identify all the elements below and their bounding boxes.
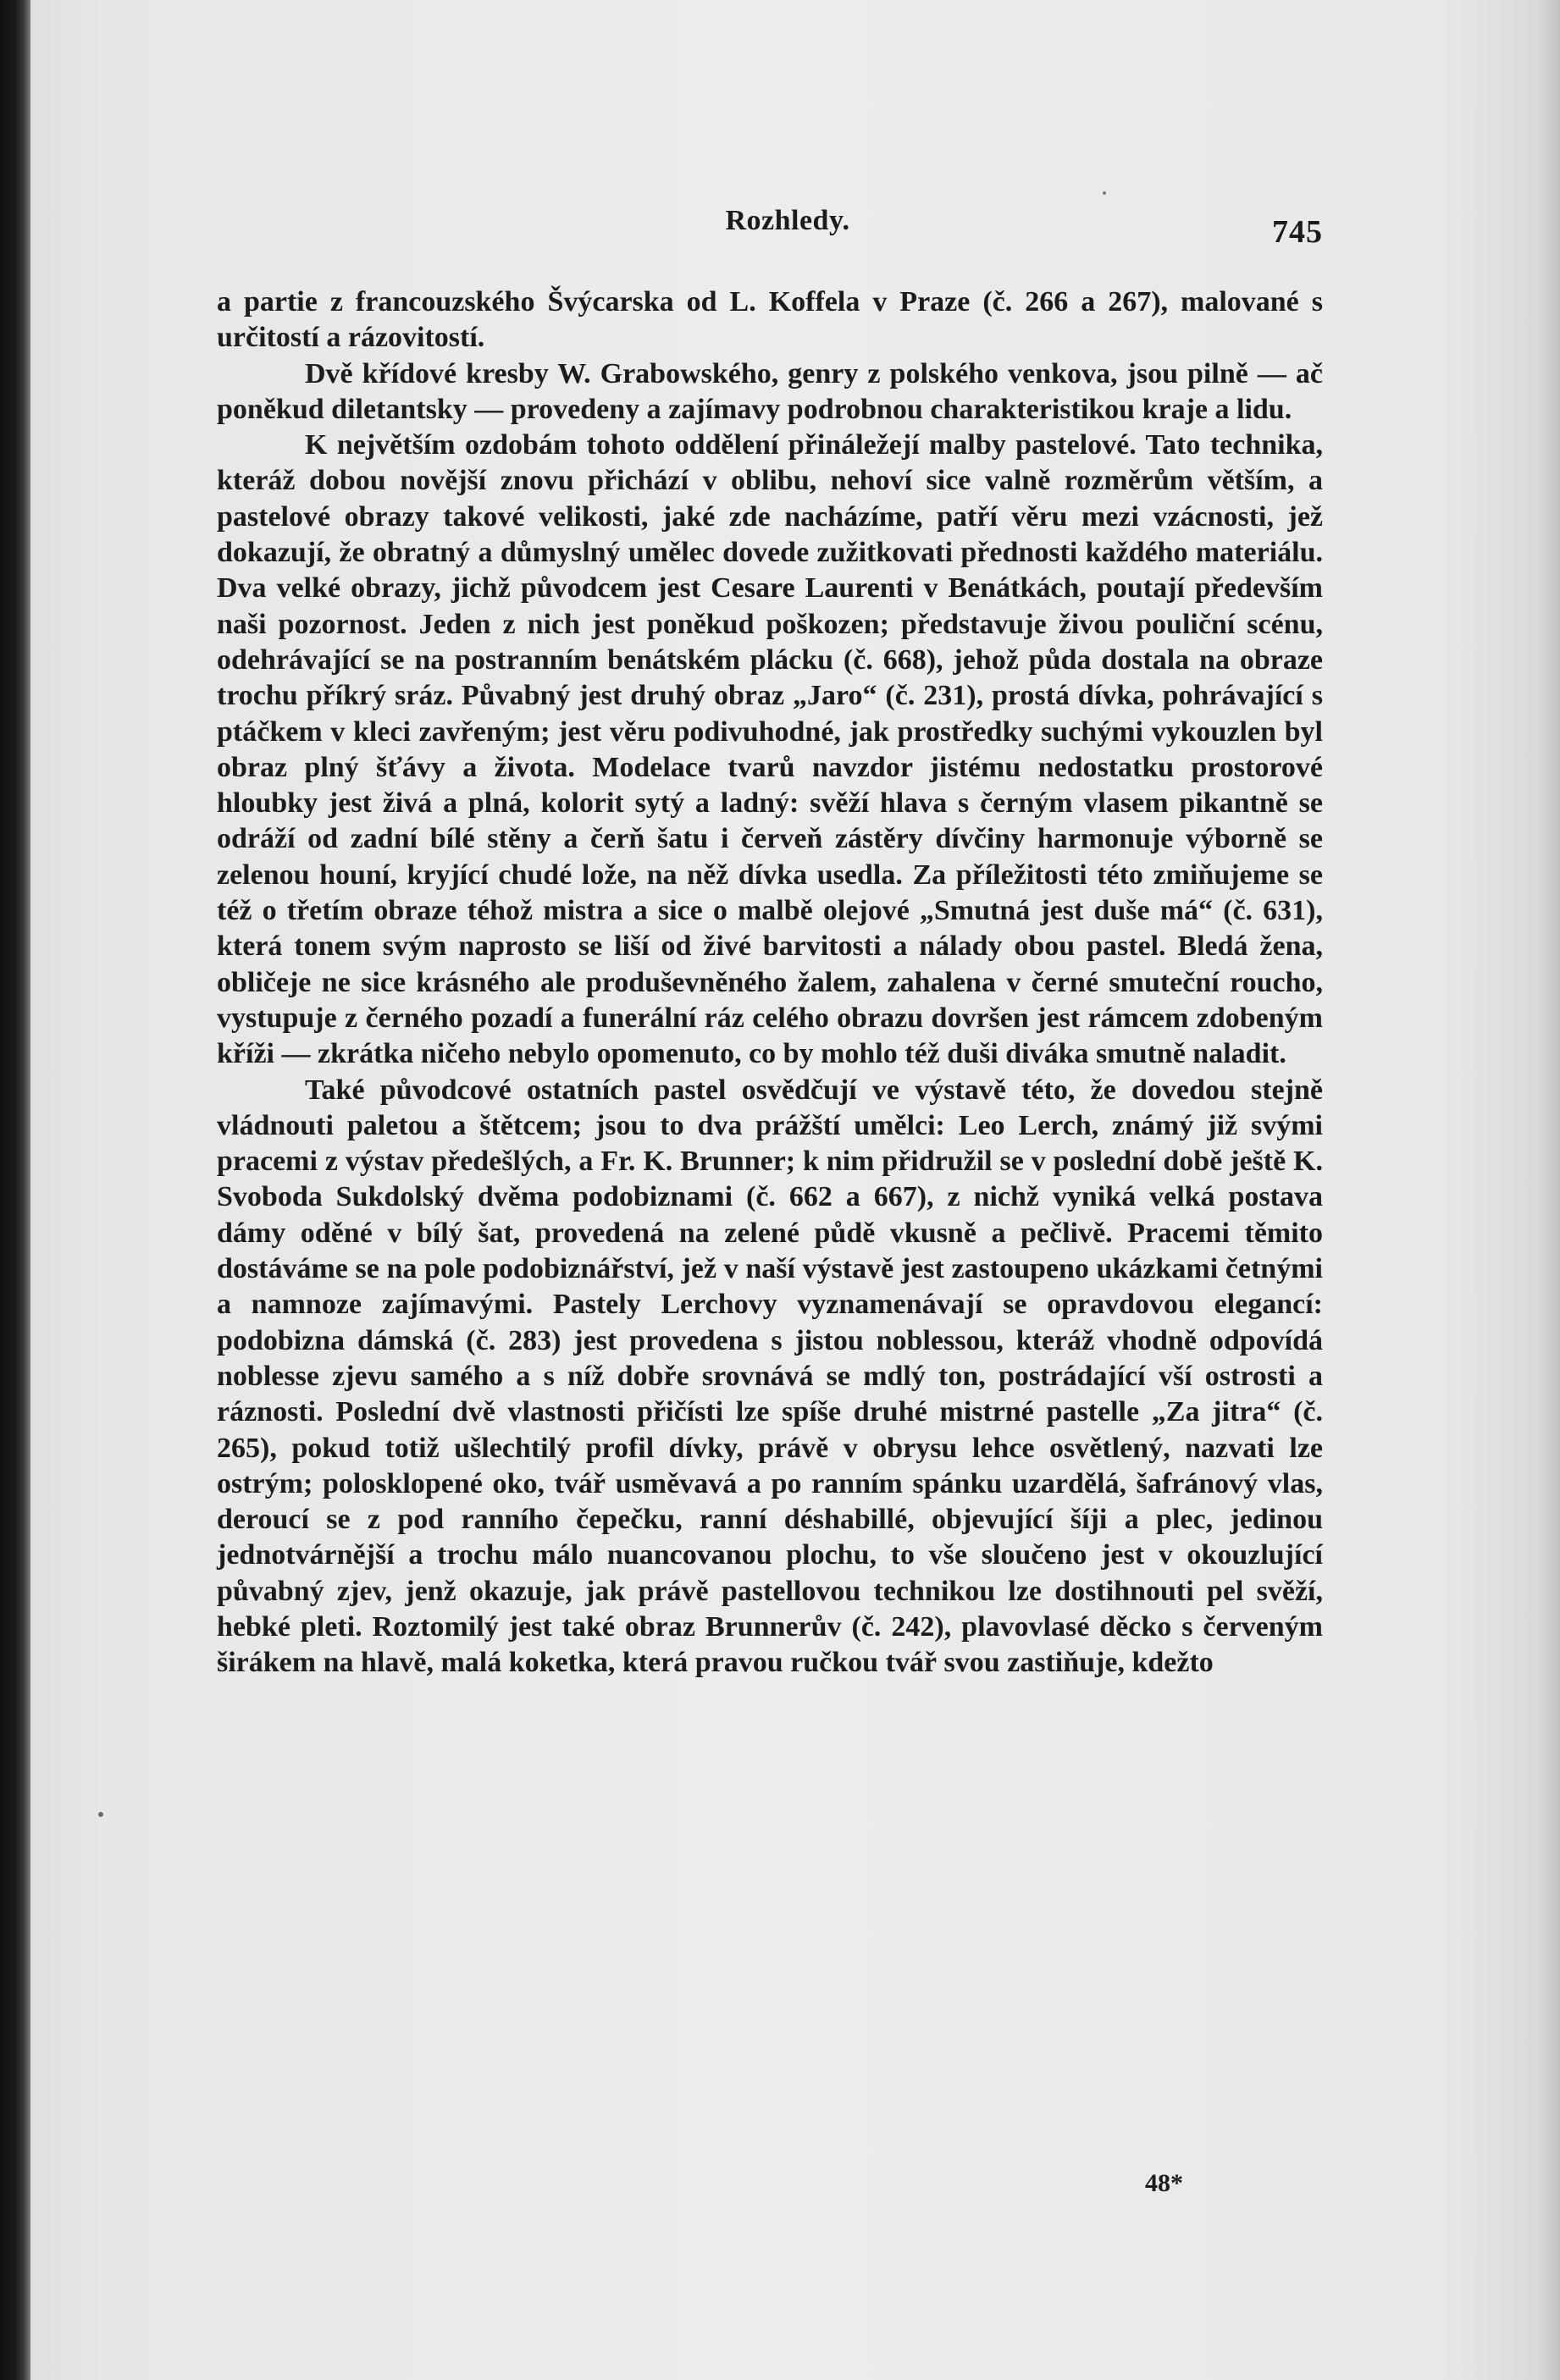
book-binding-edge bbox=[0, 0, 30, 2380]
paragraph-3: K největším ozdobám tohoto oddělení přináležejí malby pastelové. Tato technika, kteráž dobou novější znovu přichází v oblibu, nehoví sice valně rozměrům větším, a pastelové obrazy takové velikosti, jaké zde nacházíme, patří věru mezi vzácnosti, jež dokazují, že obratný a důmyslný umělec dovede zužitkovati přednosti každého materiálu. Dva velké obrazy, jichž původcem jest Cesare Laurenti v Benátkách, poutají především naši pozornost. Jeden z nich jest poněkud poškozen; představuje živou pouliční scénu, odehrávající se na postranním benátském plácku (č. 668), jehož půda dostala na obraze trochu příkrý sráz. Půvabný jest druhý obraz „Jaro“ (č. 231), prostá dívka, pohrávající s ptáčkem v kleci zavřeným; jest věru podivuhodné, jak prostředky suchými vykouzlen byl obraz plný šťávy a života. Modelace tvarů navzdor jistému nedostatku prostorové hloubky jest živá a plná, kolorit sytý a ladný: svěží hlava s černým vlasem pikantně se odráží od zadní bílé stěny a čerň šatu i červeň zástěry dívčiny harmonuje výborně se zelenou houní, kryjící chudé lože, na něž dívka usedla. Za příležitosti této zmiňujeme se též o třetím obraze téhož mistra a sice o malbě olejové „Smutná jest duše má“ (č. 631), která tonem svým naprosto se liší od živé barvitosti a nálady obou pastel. Bledá žena, obličeje ne sice krásného ale produševněného žalem, zahalena v černé smuteční roucho, vystupuje z černého pozadí a funerální ráz celého obrazu dovršen jest rámcem zdobeným kříži — zkrátka ničeho nebylo opomenuto, co by mohlo též duši diváka smutně naladit. bbox=[217, 429, 1323, 1070]
article-body bbox=[217, 284, 1323, 1681]
paragraph-2: Dvě křídové kresby W. Grabowského, genry z polského venkova, jsou pilně — ač poněkud diletantsky — provedeny a zajímavy podrobnou charakteristikou kraje a lidu. bbox=[217, 357, 1323, 425]
page-number: 745 bbox=[1272, 214, 1323, 250]
page bbox=[34, 0, 1541, 2380]
paragraph-1: a partie z francouzského Švýcarska od L. Koffela v Praze (č. 266 a 267), malované s určitostí a rázovitostí. bbox=[217, 286, 1323, 354]
paragraph-4: Také původcové ostatních pastel osvědčují ve výstavě této, že dovedou stejně vládnouti paletou a štětcem; jsou to dva prážští umělci: Leo Lerch, známý již svými pracemi z výstav předešlých, a Fr. K. Brunner; k nim přidružil se v poslední době ještě K. Svoboda Sukdolský dvěma podobiznami (č. 662 a 667), z nichž vyniká velká postava dámy oděné v bílý šat, provedená na zelené půdě vkusně a pečlivě. Pracemi těmito dostáváme se na pole podobiznářství, jež v naší výstavě jest zastoupeno ukázkami četnými a namnoze zajímavými. Pastely Lerchovy vyznamenávají se opravdovou elegancí: podobizna dámská (č. 283) jest provedena s jistou noblessou, kteráž vhodně odpovídá noblesse zjevu samého a s níž dobře srovnává se mdlý ton, postrádající vší ostrosti a ráznosti. Poslední dvě vlastnosti přičísti lze spíše druhé mistrné pastelle „Za jitra“ (č. 265), pokud totiž ušlechtilý profil dívky, právě v obrysu lehce osvětlený, nazvati lze ostrým; polosklopené oko, tvář usměvavá a po ranním spánku uzardělá, šafránový vlas, deroucí se z pod ranního čepečku, ranní déshabillé, objevující šíji a plec, jedinou jednotvárnější a trochu málo nuancovanou plochu, to vše sloučeno jest v okouzlující půvabný zjev, jenž okazuje, jak právě pastellovou technikou lze dostihnouti pel svěží, hebké pleti. Roztomilý jest také obraz Brunnerův (č. 242), plavovlasé děcko s červeným širákem na hlavě, malá koketka, která pravou ručkou tvář svou zastiňuje, kdežto bbox=[217, 1074, 1323, 1679]
signature-mark: 48* bbox=[1145, 2169, 1183, 2197]
running-head: Rozhledy. bbox=[725, 205, 850, 236]
page-header bbox=[34, 200, 1541, 251]
